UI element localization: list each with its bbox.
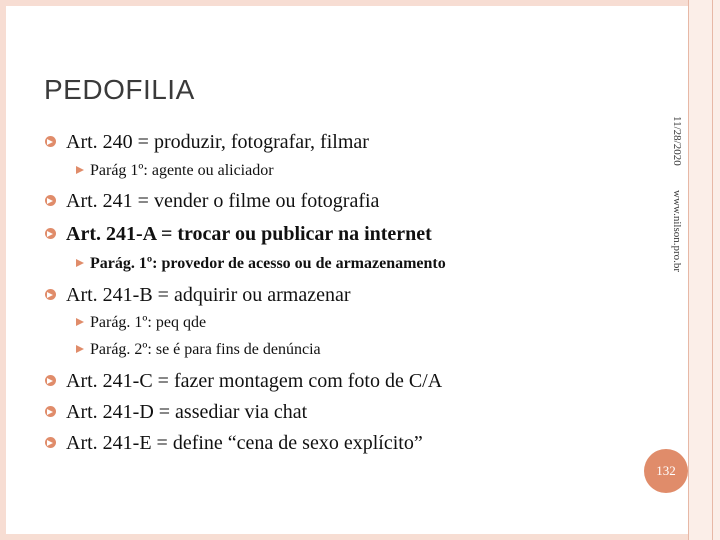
sub-bullet-item xyxy=(76,314,206,332)
sub-bullet-text: Parág. 1º: peq qde xyxy=(90,314,207,331)
bullet-arrow-icon xyxy=(44,374,58,388)
bullet-text: Art. 241-A = trocar ou publicar na internet xyxy=(66,223,432,245)
sub-bullet-arrow-icon xyxy=(76,166,84,174)
page-number: 132 xyxy=(656,463,676,478)
bullet-item xyxy=(44,401,307,424)
bullet-item xyxy=(44,370,442,393)
band-divider-line xyxy=(712,0,713,540)
sub-bullet-arrow-icon xyxy=(76,259,84,267)
website-url: www.nilson.pro.br xyxy=(671,190,683,273)
sub-bullet-item xyxy=(76,341,321,359)
bullet-text: Art. 240 = produzir, fotografar, filmar xyxy=(66,131,369,153)
sub-bullet-text: Parág. 2º: se é para fins de denúncia xyxy=(90,341,321,358)
bullet-item xyxy=(44,284,351,307)
right-decorative-band xyxy=(688,0,720,540)
slide-title: PEDOFILIA xyxy=(44,74,195,105)
bullet-arrow-icon xyxy=(44,227,58,241)
bullet-item xyxy=(44,190,379,213)
bullet-arrow-icon xyxy=(44,405,58,419)
bullet-arrow-icon xyxy=(44,288,58,302)
page-number-badge xyxy=(644,449,688,493)
bullet-arrow-icon xyxy=(44,194,58,208)
bullet-item xyxy=(44,223,432,246)
sub-bullet-text: Parág. 1º: provedor de acesso ou de armazenamento xyxy=(90,255,446,272)
sub-bullet-arrow-icon xyxy=(76,345,84,353)
bullet-arrow-icon xyxy=(44,436,58,450)
bullet-text: Art. 241-E = define “cena de sexo explícito” xyxy=(66,432,423,454)
bullet-text: Art. 241-D = assediar via chat xyxy=(66,401,308,423)
sub-bullet-item xyxy=(76,255,446,273)
bullet-item xyxy=(44,432,423,455)
sub-bullet-item xyxy=(76,162,274,180)
bullet-arrow-icon xyxy=(44,135,58,149)
band-divider-line xyxy=(688,0,689,540)
bullet-text: Art. 241-C = fazer montagem com foto de C/A xyxy=(66,370,443,392)
sub-bullet-text: Parág 1º: agente ou aliciador xyxy=(90,162,274,179)
bullet-item xyxy=(44,131,369,154)
bullet-text: Art. 241 = vender o filme ou fotografia xyxy=(66,190,380,212)
sub-bullet-arrow-icon xyxy=(76,318,84,326)
slide-date: 11/28/2020 xyxy=(671,116,683,166)
bullet-text: Art. 241-B = adquirir ou armazenar xyxy=(66,284,351,306)
